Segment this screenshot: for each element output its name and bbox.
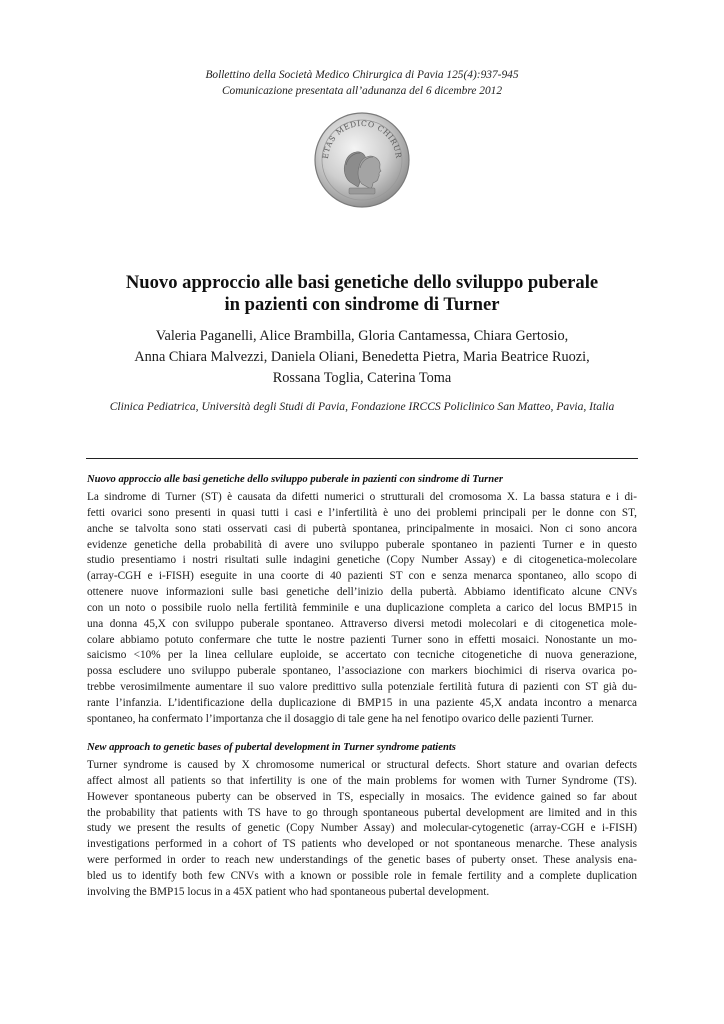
abstract-line: involving the BMP15 locus in a 45X patient who had spontaneous pubertal development. <box>87 885 490 898</box>
abstract-line: colare abbiamo potuto confermare che tutte le nostre pazienti Turner sono in effetti mosaici. Nonostante un mo- <box>87 633 637 646</box>
paper-title-line-1: Nuovo approccio alle basi genetiche dello sviluppo puberale <box>125 272 599 293</box>
abstract-line: bled us to identify both few CNVs with a known or possible role in female fertility and a complete duplication <box>87 869 637 882</box>
abstract-line: investigations performed in a cohort of TS patients who developed or not spontaneous menarche. These analysis <box>87 838 637 851</box>
abstract-line: evidenze genetiche della probabilità di avere uno sviluppo puberale spontaneo in pazienti Turner e in questo <box>87 538 637 551</box>
abstract-line: (array-CGH e i-FISH) eseguite in una coorte di 40 pazienti ST con e senza menarca spontaneo, allo scopo di <box>87 570 637 583</box>
authors-line-2: Anna Chiara Malvezzi, Daniela Oliani, Benedetta Pietra, Maria Beatrice Ruozi, <box>134 349 590 365</box>
authors-line-1: Valeria Paganelli, Alice Brambilla, Gloria Cantamessa, Chiara Gertosio, <box>155 328 569 344</box>
abstract-line: La sindrome di Turner (ST) è causata da difetti numerici o strutturali del cromosoma X. La bassa statura e i di- <box>87 491 637 503</box>
abstract-english <box>87 740 637 901</box>
abstract-line: spontaneo, ha confermato l’importanza che il dosaggio di tale gene ha nel fenotipo ovarico delle pazienti Turner. <box>87 712 594 725</box>
communication-date: Comunicazione presentata all’adunanza del 6 dicembre 2012 <box>221 85 503 97</box>
abstract-line: trebbe verosimilmente aumentare il suo valore predittivo sulla potenziale fertilità futura di pazienti con ST già du- <box>87 681 637 694</box>
abstract-line: saicismo <10% per la linea cellulare euploide, se accertato con tecniche citogenetiche di nuova generazione, <box>87 649 637 662</box>
abstract-english-title: New approach to genetic bases of pubertal development in Turner syndrome patients <box>87 742 456 753</box>
abstract-line: affect almost all patients so that infertility is one of the main problems for women with Turner Syndrome (TS). <box>87 774 637 787</box>
abstract-line: study we present the results of genetic (Copy Number Assay) and molecular-cytogenetic (array-CGH e i-FISH) <box>87 822 637 835</box>
abstract-line: However spontaneous puberty can be observed in TS, especially in mosaics. The evidence gained so far about <box>87 790 637 803</box>
abstract-italian-body <box>87 490 637 728</box>
journal-citation: Bollettino della Società Medico Chirurgica di Pavia 125(4):937-945 <box>205 69 519 81</box>
society-seal-icon <box>312 110 412 210</box>
abstract-line: studio presentiamo i nostri risultati sulle indagini genetiche (Copy Number Assay) e di citogenetica-molecolare <box>87 554 637 567</box>
abstract-italian-title: Nuovo approccio alle basi genetiche dello sviluppo puberale in pazienti con sindrome di Turner <box>87 474 504 485</box>
abstract-line: possa escludere uno sviluppo puberale spontaneo, l’associazione con markers biochimici di riserva ovarica po- <box>87 665 637 678</box>
abstract-english-body <box>87 758 637 901</box>
abstract-line: anche se talvolta sono stati osservati casi di pubertà spontanea, principalmente in mosaici. Non ci sono ancora <box>87 522 637 535</box>
abstract-line: the probability that patients with TS have to go through spontaneous pubertal development are limited and in this <box>87 806 637 819</box>
abstract-line: ottenere nuove informazioni sulle basi genetiche dell’inizio della pubertà. Abbiamo identificato alcune CNVs <box>87 586 637 599</box>
svg-text:SOCIETAS MEDICO CHIRURGICA: ETAS MEDICO CHIRUR <box>320 118 404 160</box>
abstract-italian <box>87 472 637 728</box>
paper-title-line-2: in pazienti con sindrome di Turner <box>224 294 500 315</box>
abstract-line: una donna 45,X con sviluppo puberale spontaneo. Attraverso diversi metodi molecolari e di citogenetica mole- <box>87 617 637 630</box>
abstract-line: were performed in order to reach new understandings of the genetic bases of puberty onset. These analysis ena- <box>87 854 637 867</box>
abstract-line: Turner syndrome is caused by X chromosome numerical or structural defects. Short stature and ovarian defects <box>87 759 637 771</box>
abstract-line: fetti ovarici sono presenti in quasi tutti i casi e l’infertilità è uno dei problemi principali per le donne con ST, <box>87 506 637 519</box>
affiliation: Clinica Pediatrica, Università degli Studi di Pavia, Fondazione IRCCS Policlinico San Matteo, Pavia, Italia <box>109 400 615 413</box>
authors-line-3: Rossana Toglia, Caterina Toma <box>272 370 452 386</box>
abstract-line: con un noto o possibile ruolo nella fertilità femminile e una duplicazione completa a carico del locus BMP15 in <box>87 601 637 614</box>
abstract-line: rante l’infanzia. L’identificazione della duplicazione di BMP15 in una paziente 45,X andata incontro a menarca <box>87 696 637 709</box>
section-divider <box>86 458 638 459</box>
